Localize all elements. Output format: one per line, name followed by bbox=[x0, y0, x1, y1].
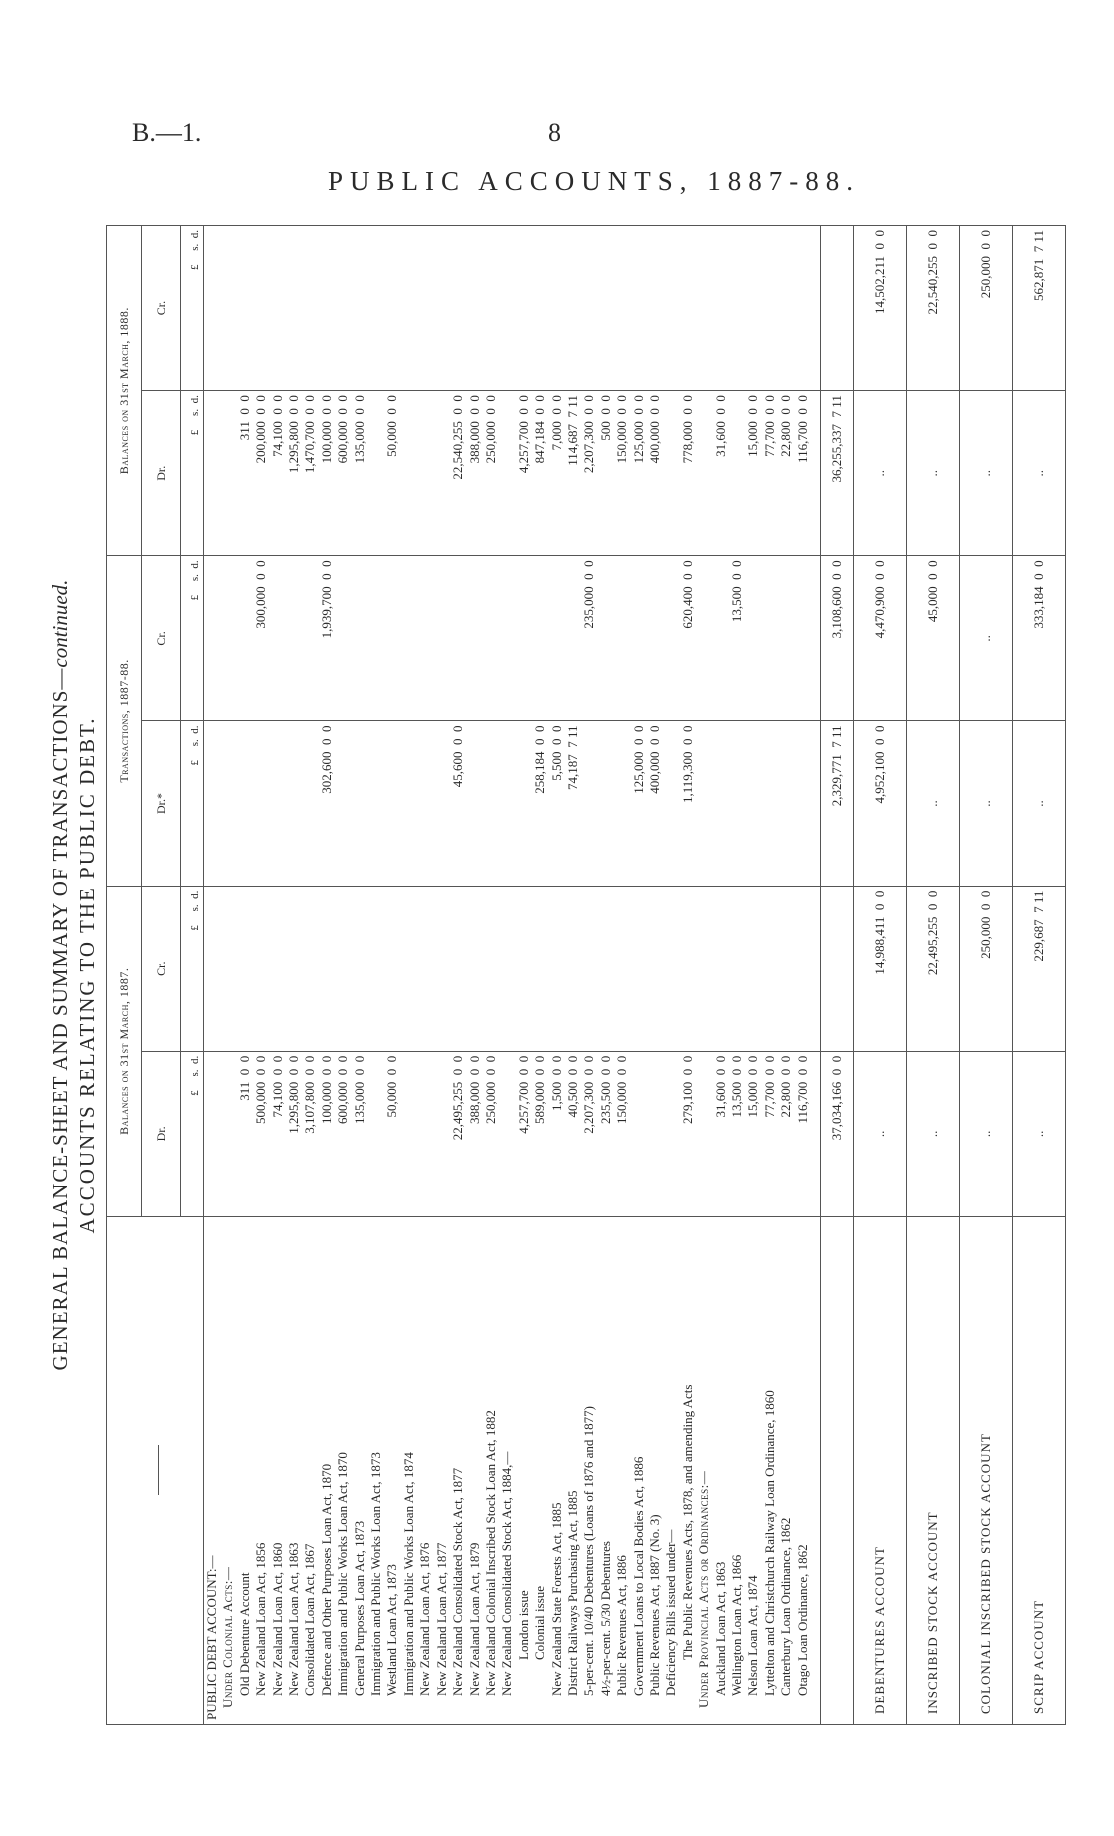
dr-1887-value: 500,000 0 0 bbox=[253, 1055, 269, 1124]
account-dr-1888-value: .. bbox=[854, 391, 907, 556]
dr-1888-value: 22,800 0 0 bbox=[778, 395, 794, 457]
cr-transactions-value bbox=[516, 560, 532, 716]
dr-transactions-value bbox=[467, 725, 483, 881]
account-cr-trans-value: 333,184 0 0 bbox=[1013, 556, 1066, 721]
dr-1888-value bbox=[729, 395, 745, 551]
debt-item-label: Deficiency Bills issued under— bbox=[663, 1529, 679, 1696]
accounts-body bbox=[854, 226, 1066, 1725]
dr-transactions-value bbox=[270, 725, 286, 881]
debt-item-label: 4½-per-cent. 5/30 Debentures bbox=[597, 1541, 613, 1696]
total-label-cell bbox=[821, 1216, 854, 1724]
dr-1887-value: 4,257,700 0 0 bbox=[515, 1055, 531, 1134]
dr-transactions-value bbox=[581, 725, 597, 881]
header-cr-trans: Cr. bbox=[142, 556, 181, 721]
account-row bbox=[960, 226, 1013, 1725]
dr-1888-value: 1,470,700 0 0 bbox=[302, 395, 318, 474]
public-debt-heading: PUBLIC DEBT ACCOUNT:— bbox=[204, 1555, 219, 1720]
account-cr-1888-value: 562,871 7 11 bbox=[1013, 226, 1066, 391]
cr-transactions-value bbox=[335, 560, 351, 716]
debt-item-label: Defence and Other Purposes Loan Act, 1870 bbox=[318, 1463, 334, 1696]
dr-transactions-value bbox=[745, 725, 761, 881]
dr-1887-value: 74,100 0 0 bbox=[269, 1055, 285, 1118]
debt-item-label: New Zealand Consolidated Stock Act, 1877 bbox=[450, 1467, 466, 1696]
header-cr-1887: Cr. bbox=[142, 886, 181, 1051]
public-debt-descriptions bbox=[204, 1216, 821, 1724]
total-dr-transactions: 2,329,771 7 11 bbox=[821, 721, 854, 886]
debt-item-label: Public Revenues Act, 1887 (No. 3) bbox=[646, 1514, 662, 1696]
dr-transactions-value: 74,187 7 11 bbox=[564, 725, 580, 790]
dr-transactions-value bbox=[302, 725, 318, 881]
debt-item-label: New Zealand Loan Act, 1860 bbox=[269, 1542, 285, 1696]
description-header bbox=[107, 1216, 204, 1724]
dr-1888-value: 15,000 0 0 bbox=[745, 395, 761, 457]
cr-transactions-value bbox=[434, 560, 450, 716]
dr-transactions-value bbox=[614, 725, 630, 881]
account-name: INSCRIBED STOCK ACCOUNT bbox=[907, 1216, 960, 1724]
dr-1888-value: 400,000 0 0 bbox=[646, 395, 662, 464]
debt-item-label: Lyttelton and Christchurch Railway Loan Ordinance, 1860 bbox=[761, 1390, 777, 1696]
cr-transactions-value: 620,400 0 0 bbox=[679, 560, 695, 629]
dr-transactions-value bbox=[253, 725, 269, 881]
units-label: £ s. d. bbox=[181, 391, 204, 556]
dr-1887-value bbox=[663, 1056, 679, 1212]
cr-transactions-value bbox=[450, 560, 466, 716]
rotated-table-block bbox=[48, 225, 1046, 1725]
dr-1887-column bbox=[204, 1051, 821, 1216]
header-dr-trans: Dr.* bbox=[142, 721, 181, 886]
account-dr-1888-value: .. bbox=[907, 391, 960, 556]
header-row-groups bbox=[107, 226, 142, 1725]
debt-item-label: Otago Loan Ordinance, 1862 bbox=[794, 1544, 810, 1696]
dr-transactions-value bbox=[483, 725, 499, 881]
cr-transactions-value bbox=[647, 560, 663, 716]
dr-1887-value bbox=[647, 1056, 663, 1212]
dr-1888-value bbox=[368, 395, 384, 551]
account-row bbox=[907, 226, 960, 1725]
header-cr-1888: Cr. bbox=[142, 226, 181, 391]
debt-item-label: Immigration and Public Works Loan Act, 1874 bbox=[400, 1452, 416, 1696]
debt-item-label: New Zealand State Forests Act, 1885 bbox=[548, 1502, 564, 1696]
dr-transactions-value bbox=[713, 725, 729, 881]
debt-item-label: Westland Loan Act, 1873 bbox=[384, 1564, 400, 1696]
debt-item-label: New Zealand Colonial Inscribed Stock Loan Act, 1882 bbox=[482, 1410, 498, 1696]
dr-1887-value: 1,500 0 0 bbox=[548, 1055, 564, 1111]
dr-1887-value: 13,500 0 0 bbox=[729, 1055, 744, 1118]
cr-transactions-value bbox=[286, 560, 302, 716]
dr-transactions-value: 258,184 0 0 bbox=[532, 725, 548, 794]
account-cr-1887-value: 250,000 0 0 bbox=[960, 886, 1013, 1051]
cr-transactions-value bbox=[778, 560, 794, 716]
cr-transactions-value bbox=[467, 560, 483, 716]
cr-1887-column bbox=[204, 886, 821, 1051]
account-dr-trans-value: .. bbox=[907, 721, 960, 886]
units-label: £ s. d. bbox=[181, 556, 204, 721]
debt-item-label: Immigration and Public Works Loan Act, 1873 bbox=[368, 1452, 384, 1696]
cr-transactions-value bbox=[368, 560, 384, 716]
cr-transactions-value bbox=[795, 560, 811, 716]
cr-transactions-value bbox=[614, 560, 630, 716]
debt-item-label: General Purposes Loan Act, 1873 bbox=[351, 1520, 367, 1696]
account-dr-trans-value: .. bbox=[1013, 721, 1066, 886]
dr-transactions-value: 400,000 0 0 bbox=[646, 725, 662, 794]
total-cr-transactions: 3,108,600 0 0 bbox=[821, 556, 854, 721]
cr-transactions-value bbox=[384, 560, 400, 716]
dr-1887-value bbox=[401, 1056, 417, 1212]
account-dr-1888-value: .. bbox=[960, 391, 1013, 556]
debt-item-label: New Zealand Loan Act, 1877 bbox=[433, 1542, 449, 1696]
dr-transactions-value bbox=[401, 725, 417, 881]
units-label: £ s. d. bbox=[181, 721, 204, 886]
cr-transactions-value bbox=[565, 560, 581, 716]
cr-transactions-value bbox=[762, 560, 778, 716]
report-reference: B.—1. bbox=[132, 118, 202, 147]
dr-transactions-value bbox=[368, 725, 384, 881]
dr-transactions-value bbox=[762, 725, 778, 881]
account-dr-1887-value: .. bbox=[854, 1051, 907, 1216]
dr-1888-value: 135,000 0 0 bbox=[351, 395, 367, 464]
dr-transactions-value bbox=[795, 725, 811, 881]
account-name: SCRIP ACCOUNT bbox=[1013, 1216, 1066, 1724]
account-cr-trans-value: 45,000 0 0 bbox=[907, 556, 960, 721]
debt-item-label: Consolidated Loan Act, 1867 bbox=[302, 1543, 318, 1696]
header-balances-1887: Balances on 31st March, 1887. bbox=[107, 886, 142, 1216]
dr-1888-value: 50,000 0 0 bbox=[384, 395, 400, 457]
dr-1887-value: 31,600 0 0 bbox=[712, 1055, 728, 1118]
dr-1887-value: 250,000 0 0 bbox=[482, 1055, 498, 1124]
cr-transactions-value bbox=[549, 560, 565, 716]
table-title bbox=[48, 225, 73, 1725]
dr-1888-value: 150,000 0 0 bbox=[614, 395, 630, 464]
cr-transactions-value bbox=[352, 560, 368, 716]
dr-1888-value: 31,600 0 0 bbox=[712, 395, 728, 457]
account-dr-1887-value: .. bbox=[1013, 1051, 1066, 1216]
dr-transactions-value bbox=[286, 725, 302, 881]
dr-1888-value bbox=[417, 395, 433, 551]
account-dr-1888-value: .. bbox=[1013, 391, 1066, 556]
total-dr-1888: 36,255,337 7 11 bbox=[821, 391, 854, 556]
dr-1887-value: 22,800 0 0 bbox=[778, 1055, 794, 1118]
account-cr-1888-value: 250,000 0 0 bbox=[960, 226, 1013, 391]
account-cr-trans-value: 4,470,900 0 0 bbox=[854, 556, 907, 721]
account-cr-1887-value: 229,687 7 11 bbox=[1013, 886, 1066, 1051]
dr-1888-value bbox=[499, 395, 515, 551]
cr-transactions-value bbox=[598, 560, 614, 716]
debt-item-label: New Zealand Consolidated Stock Act, 1884,— bbox=[499, 1451, 515, 1696]
dr-1888-value: 116,700 0 0 bbox=[794, 395, 810, 463]
units-label: £ s. d. bbox=[181, 1051, 204, 1216]
dr-transactions-value bbox=[352, 725, 368, 881]
dr-1887-value: 50,000 0 0 bbox=[384, 1055, 400, 1118]
dr-1887-value: 279,100 0 0 bbox=[679, 1055, 695, 1124]
dr-1887-value bbox=[499, 1056, 515, 1212]
cr-transactions-column bbox=[204, 556, 821, 721]
dr-transactions-value bbox=[417, 725, 433, 881]
dr-1887-value: 600,000 0 0 bbox=[335, 1055, 351, 1124]
header-transactions: Transactions, 1887-88. bbox=[107, 556, 142, 886]
dr-1887-value bbox=[417, 1056, 433, 1212]
account-row bbox=[1013, 226, 1066, 1725]
public-debt-row bbox=[204, 226, 821, 1725]
dr-1888-value: 200,000 0 0 bbox=[253, 395, 269, 464]
cr-transactions-value bbox=[713, 560, 729, 716]
dr-1887-value: 150,000 0 0 bbox=[614, 1055, 630, 1124]
cr-transactions-value bbox=[483, 560, 499, 716]
dr-1887-value: 589,000 0 0 bbox=[532, 1055, 548, 1124]
dr-1887-value: 22,495,255 0 0 bbox=[450, 1055, 466, 1141]
debt-item-label: London issue bbox=[515, 1590, 531, 1660]
dr-transactions-value bbox=[434, 725, 450, 881]
cr-transactions-value bbox=[401, 560, 417, 716]
table-title-main: GENERAL BALANCE-SHEET AND SUMMARY OF TRANSACTIONS— bbox=[48, 667, 72, 1371]
dr-1888-value bbox=[663, 395, 679, 551]
page-number: 8 bbox=[548, 118, 561, 147]
debt-item-label: Immigration and Public Works Loan Act, 1870 bbox=[335, 1452, 351, 1696]
cr-transactions-value bbox=[631, 560, 647, 716]
dr-1887-value: 77,700 0 0 bbox=[761, 1055, 777, 1118]
dr-1888-column bbox=[204, 391, 821, 556]
dr-1887-value: 235,500 0 0 bbox=[597, 1055, 613, 1124]
dr-1888-value: 600,000 0 0 bbox=[335, 395, 351, 464]
balance-sheet-table bbox=[106, 225, 1066, 1725]
debt-item-label: Public Revenues Act, 1886 bbox=[614, 1555, 630, 1696]
dr-1888-value: 847,184 0 0 bbox=[532, 395, 548, 464]
dr-transactions-value bbox=[598, 725, 614, 881]
account-dr-trans-value: .. bbox=[960, 721, 1013, 886]
dr-1887-value bbox=[368, 1056, 384, 1212]
dr-1888-value: 1,295,800 0 0 bbox=[286, 395, 302, 474]
debt-item-label: District Railways Purchasing Act, 1885 bbox=[564, 1490, 580, 1696]
dr-1887-value: 1,295,800 0 0 bbox=[286, 1055, 302, 1134]
dr-1888-value bbox=[401, 395, 417, 551]
cr-transactions-value: 235,000 0 0 bbox=[581, 560, 597, 629]
dr-transactions-value: 302,600 0 0 bbox=[318, 725, 334, 794]
debt-item-label: Colonial issue bbox=[532, 1585, 548, 1660]
dr-1888-value: 125,000 0 0 bbox=[630, 395, 646, 464]
debt-item-label: Wellington Loan Act, 1866 bbox=[729, 1554, 744, 1696]
dr-1888-value: 311 0 0 bbox=[236, 395, 252, 441]
header-dr-1888: Dr. bbox=[142, 391, 181, 556]
public-debt-total-row bbox=[821, 226, 854, 1725]
account-name: COLONIAL INSCRIBED STOCK ACCOUNT bbox=[960, 1216, 1013, 1724]
dr-1888-value: 778,000 0 0 bbox=[679, 395, 695, 464]
dr-transactions-value: 1,119,300 0 0 bbox=[679, 725, 695, 803]
dr-1887-value bbox=[434, 1056, 450, 1212]
dr-1888-value: 100,000 0 0 bbox=[318, 395, 334, 464]
debt-item-label: Canterbury Loan Ordinance, 1862 bbox=[778, 1517, 794, 1696]
dr-1887-value: 388,000 0 0 bbox=[466, 1055, 482, 1124]
dr-transactions-value bbox=[663, 725, 679, 881]
cr-transactions-value bbox=[663, 560, 679, 716]
dr-1887-value: 116,700 0 0 bbox=[794, 1055, 810, 1124]
dr-transactions-value: 5,500 0 0 bbox=[548, 725, 564, 781]
total-dr-1887: 37,034,166 0 0 bbox=[821, 1051, 854, 1216]
debt-item-label: Nelson Loan Act, 1874 bbox=[745, 1575, 761, 1696]
account-name: DEBENTURES ACCOUNT bbox=[854, 1216, 907, 1724]
units-label: £ s. d. bbox=[181, 886, 204, 1051]
dr-1888-value: 77,700 0 0 bbox=[761, 395, 777, 457]
account-cr-1887-value: 14,988,411 0 0 bbox=[854, 886, 907, 1051]
dr-transactions-value bbox=[516, 725, 532, 881]
table-titles bbox=[48, 225, 100, 1725]
dr-1887-value: 40,500 0 0 bbox=[564, 1055, 580, 1118]
cr-transactions-value: 300,000 0 0 bbox=[253, 560, 269, 629]
account-dr-trans-value: 4,952,100 0 0 bbox=[854, 721, 907, 886]
table-subtitle: ACCOUNTS RELATING TO THE PUBLIC DEBT. bbox=[75, 716, 99, 1234]
dr-1888-value: 250,000 0 0 bbox=[482, 395, 498, 464]
cr-transactions-value: 13,500 0 0 bbox=[729, 560, 744, 623]
cr-transactions-value bbox=[270, 560, 286, 716]
dr-transactions-value bbox=[384, 725, 400, 881]
cr-1888-column bbox=[204, 226, 821, 391]
debt-item-label: Old Debenture Account bbox=[236, 1572, 252, 1696]
dr-1888-value: 7,000 0 0 bbox=[548, 395, 564, 451]
dr-1888-value: 2,207,300 0 0 bbox=[581, 395, 597, 474]
debt-item-label: Auckland Loan Act, 1863 bbox=[712, 1561, 728, 1696]
dr-1887-value: 100,000 0 0 bbox=[318, 1055, 334, 1124]
provincial-acts-heading: Under Provincial Acts or Ordinances:— bbox=[696, 1470, 712, 1708]
cr-transactions-value bbox=[745, 560, 761, 716]
dr-1888-value: 114,687 7 11 bbox=[564, 395, 580, 466]
dr-1887-value: 135,000 0 0 bbox=[351, 1055, 367, 1124]
account-cr-1888-value: 22,540,255 0 0 bbox=[907, 226, 960, 391]
debt-item-label: Government Loans to Local Bodies Act, 1886 bbox=[630, 1456, 646, 1696]
account-cr-1888-value: 14,502,211 0 0 bbox=[854, 226, 907, 391]
colonial-acts-heading: Under Colonial Acts:— bbox=[220, 1566, 236, 1708]
header-dr-1887: Dr. bbox=[142, 1051, 181, 1216]
running-head: PUBLIC ACCOUNTS, 1887-88. bbox=[328, 166, 861, 196]
dr-transactions-value bbox=[778, 725, 794, 881]
dr-transactions-value: 125,000 0 0 bbox=[630, 725, 646, 794]
dr-1888-value: 388,000 0 0 bbox=[466, 395, 482, 464]
dr-1888-value: 74,100 0 0 bbox=[269, 395, 285, 457]
account-dr-1887-value: .. bbox=[960, 1051, 1013, 1216]
header-balances-1888: Balances on 31st March, 1888. bbox=[107, 226, 142, 556]
dr-transactions-value bbox=[729, 725, 745, 881]
debt-item-label: 5-per-cent. 10/40 Debentures (Loans of 1876 and 1877) bbox=[581, 1406, 597, 1696]
debt-item-label: New Zealand Loan Act, 1879 bbox=[466, 1542, 482, 1696]
dr-1888-value bbox=[434, 395, 450, 551]
dr-1887-value: 3,107,800 0 0 bbox=[302, 1055, 318, 1134]
debt-item-label: New Zealand Loan Act, 1856 bbox=[253, 1542, 269, 1696]
debt-item-label: New Zealand Loan Act, 1863 bbox=[286, 1542, 302, 1696]
account-dr-1887-value: .. bbox=[907, 1051, 960, 1216]
table-title-continued: continued. bbox=[48, 579, 72, 668]
dr-transactions-value bbox=[499, 725, 515, 881]
debt-item-label: New Zealand Loan Act, 1876 bbox=[417, 1542, 433, 1696]
cr-transactions-value bbox=[302, 560, 318, 716]
dr-1887-value: 311 0 0 bbox=[236, 1055, 252, 1101]
dr-1887-value: 2,207,300 0 0 bbox=[581, 1055, 597, 1134]
dr-1887-value: 15,000 0 0 bbox=[745, 1055, 761, 1118]
dr-transactions-column bbox=[204, 721, 821, 886]
account-cr-1887-value: 22,495,255 0 0 bbox=[907, 886, 960, 1051]
dr-transactions-value bbox=[335, 725, 351, 881]
dr-1888-value: 4,257,700 0 0 bbox=[515, 395, 531, 474]
dr-transactions-value: 45,600 0 0 bbox=[450, 725, 466, 788]
cr-transactions-value: 1,939,700 0 0 bbox=[318, 560, 334, 639]
dr-transactions-value bbox=[237, 725, 253, 881]
dr-1888-value: 500 0 0 bbox=[597, 395, 613, 441]
debt-item-label: The Public Revenues Acts, 1878, and amending Acts bbox=[679, 1384, 695, 1660]
cr-transactions-value bbox=[417, 560, 433, 716]
dr-1888-value: 22,540,255 0 0 bbox=[450, 395, 466, 480]
cr-transactions-value bbox=[532, 560, 548, 716]
account-row bbox=[854, 226, 907, 1725]
cr-transactions-value bbox=[237, 560, 253, 716]
dr-1887-value bbox=[631, 1056, 647, 1212]
cr-transactions-value bbox=[499, 560, 515, 716]
units-label: £ s. d. bbox=[181, 226, 204, 391]
account-cr-trans-value: .. bbox=[960, 556, 1013, 721]
